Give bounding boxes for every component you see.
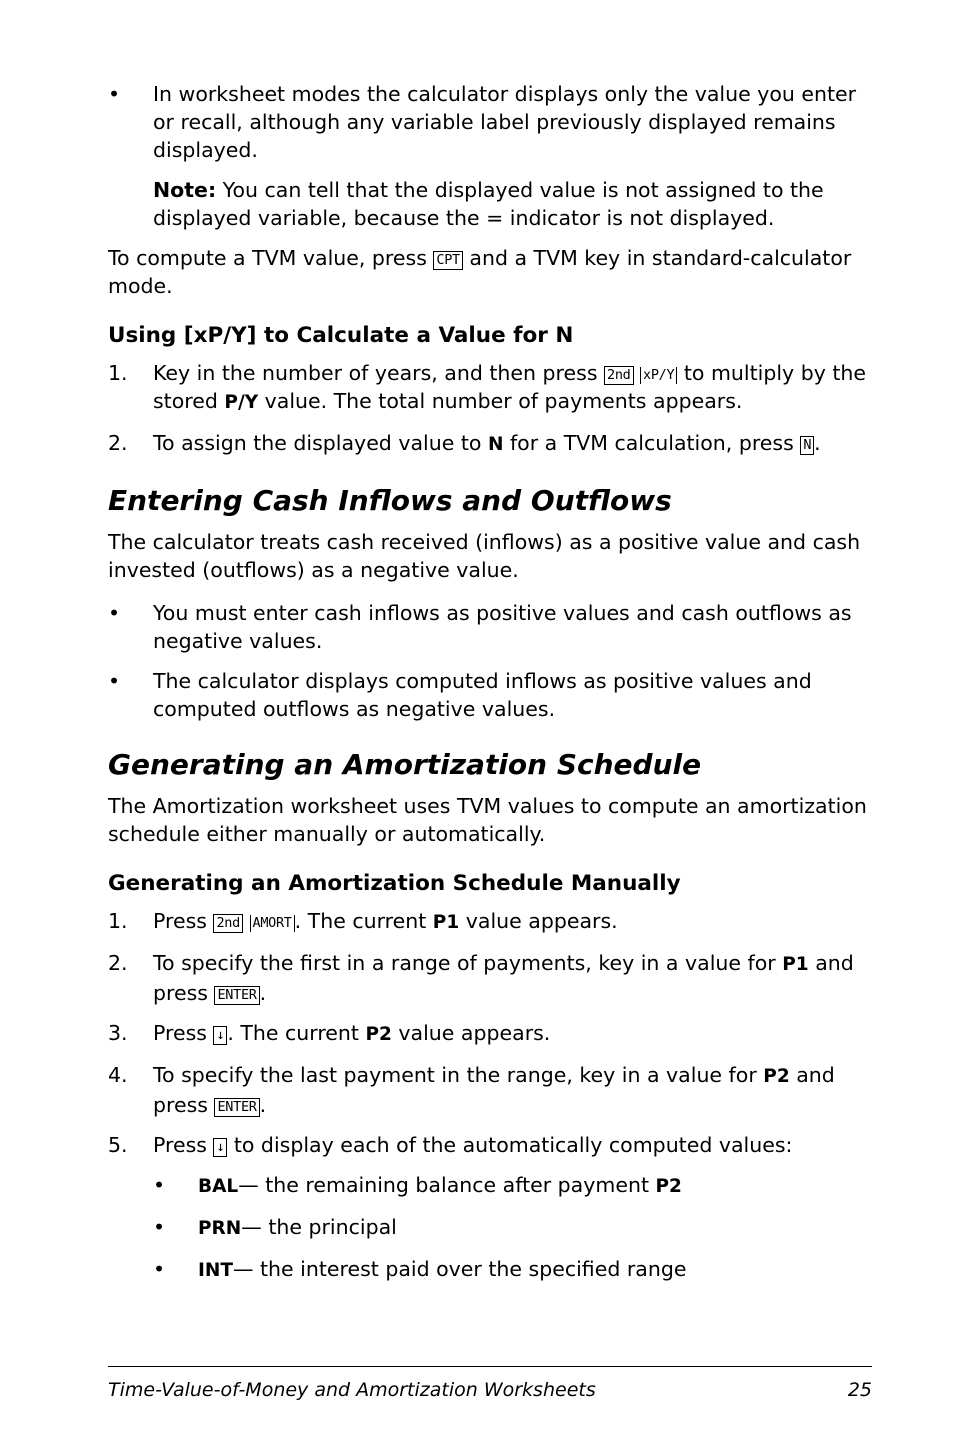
note-paragraph	[108, 176, 872, 232]
section-heading-amortization: Generating an Amortization Schedule	[108, 748, 702, 781]
step-number: 2.	[108, 431, 128, 455]
variable-label: P2	[763, 1066, 790, 1087]
step-text	[153, 359, 872, 417]
sub-bullet-item	[108, 1171, 872, 1201]
down-arrow-key: ↓	[213, 1138, 227, 1157]
bullet-mark: •	[153, 1215, 166, 1239]
footer-title: Time-Value-of-Money and Amortization Worksheets	[108, 1379, 596, 1401]
page-number: 25	[847, 1379, 872, 1401]
text: Press	[153, 1021, 214, 1045]
page-footer	[108, 1366, 872, 1401]
2nd-key: 2nd	[213, 914, 242, 933]
text: Key in the number of years, and then press	[153, 361, 605, 385]
bullet-text	[198, 1255, 872, 1285]
note-label: Note:	[153, 178, 217, 202]
step-item	[108, 907, 872, 937]
step-text	[153, 907, 872, 937]
step-number: 1.	[108, 361, 128, 385]
step-number: 2.	[108, 951, 128, 975]
bullet-item	[108, 667, 872, 723]
variable-label: P2	[655, 1176, 682, 1197]
text: and a TVM key in standard-calculator mode.	[108, 246, 852, 298]
step-item	[108, 1131, 872, 1159]
text: To specify the last payment in the range, key in a value for	[153, 1063, 764, 1087]
step-number: 4.	[108, 1063, 128, 1087]
cpt-key: CPT	[433, 251, 462, 270]
bullet-text	[198, 1213, 872, 1243]
text: — the principal	[241, 1215, 397, 1239]
step-text	[153, 429, 872, 459]
bullet-text: In worksheet modes the calculator displays only the value you enter or recall, although any variable label previously displayed remains displayed.	[153, 82, 857, 162]
bullet-text	[198, 1171, 872, 1201]
enter-key: ENTER	[214, 1098, 259, 1117]
note-text: You can tell that the displayed value is not assigned to the displayed variable, because the = indicator is not displayed.	[153, 178, 824, 230]
text: and press	[153, 1063, 835, 1117]
bullet-text: The calculator displays computed inflows as positive values and computed outflows as negative values.	[153, 669, 812, 721]
text: value appears.	[391, 1021, 551, 1045]
section-heading-cash-flows: Entering Cash Inflows and Outflows	[108, 484, 672, 517]
paragraph: The Amortization worksheet uses TVM values to compute an amortization schedule either manually or automatically.	[108, 794, 867, 846]
step-text	[153, 949, 872, 1007]
text: .	[259, 981, 267, 1005]
step-number: 3.	[108, 1021, 128, 1045]
bullet-mark: •	[108, 601, 121, 625]
bullet-mark: •	[153, 1257, 166, 1281]
sub-bullet-item	[108, 1213, 872, 1243]
step-text	[153, 1061, 872, 1119]
text: To compute a TVM value, press	[108, 246, 434, 270]
text: to multiply by the stored	[153, 361, 867, 413]
step-item	[108, 1019, 872, 1049]
page-content	[108, 80, 872, 1285]
bullet-text: You must enter cash inflows as positive values and cash outflows as negative values.	[153, 601, 852, 653]
text: — the interest paid over the specified range	[233, 1257, 687, 1281]
variable-label: PRN	[198, 1218, 242, 1239]
variable-label: INT	[198, 1260, 233, 1281]
variable-label: P1	[432, 912, 460, 933]
bullet-mark: •	[108, 669, 121, 693]
step-text	[153, 1019, 872, 1049]
text: . The current	[294, 909, 433, 933]
text: value appears.	[459, 909, 618, 933]
bullet-item	[108, 80, 872, 164]
bullet-mark: •	[153, 1173, 166, 1197]
bullet-mark: •	[108, 82, 121, 106]
down-arrow-key: ↓	[213, 1026, 227, 1045]
compute-paragraph	[108, 244, 872, 300]
variable-label: BAL	[198, 1176, 239, 1197]
step-number: 5.	[108, 1133, 128, 1157]
text: To specify the first in a range of payments, key in a value for	[153, 951, 783, 975]
text: for a TVM calculation, press	[503, 431, 801, 455]
paragraph: The calculator treats cash received (inflows) as a positive value and cash invested (outflows) as a negative value.	[108, 530, 861, 582]
step-item	[108, 359, 872, 417]
2nd-key: 2nd	[604, 366, 633, 385]
amort-key: AMORT	[250, 915, 295, 932]
section-heading-xpy: Using [xP/Y] to Calculate a Value for N	[108, 323, 574, 348]
step-number: 1.	[108, 909, 128, 933]
text: .	[814, 431, 821, 455]
variable-label: P1	[782, 954, 809, 975]
variable-label: P2	[365, 1024, 392, 1045]
step-item	[108, 949, 872, 1007]
step-item	[108, 429, 872, 459]
text: . The current	[227, 1021, 366, 1045]
variable-label: N	[487, 434, 504, 455]
text: Press	[153, 1133, 214, 1157]
text: to display each of the automatically computed values:	[227, 1133, 793, 1157]
n-key: N	[800, 436, 814, 455]
sub-heading-manual: Generating an Amortization Schedule Manually	[108, 871, 681, 896]
text: and press	[153, 951, 854, 1005]
xpy-key: xP/Y	[640, 367, 677, 384]
sub-bullet-item	[108, 1255, 872, 1285]
text: To assign the displayed value to	[153, 431, 488, 455]
enter-key: ENTER	[214, 986, 259, 1005]
step-text	[153, 1131, 872, 1159]
text: Press	[153, 909, 214, 933]
variable-label: P/Y	[224, 392, 259, 413]
step-item	[108, 1061, 872, 1119]
text: value. The total number of payments appears.	[258, 389, 743, 413]
text: — the remaining balance after payment	[238, 1173, 656, 1197]
bullet-item	[108, 599, 872, 655]
text: .	[259, 1093, 267, 1117]
